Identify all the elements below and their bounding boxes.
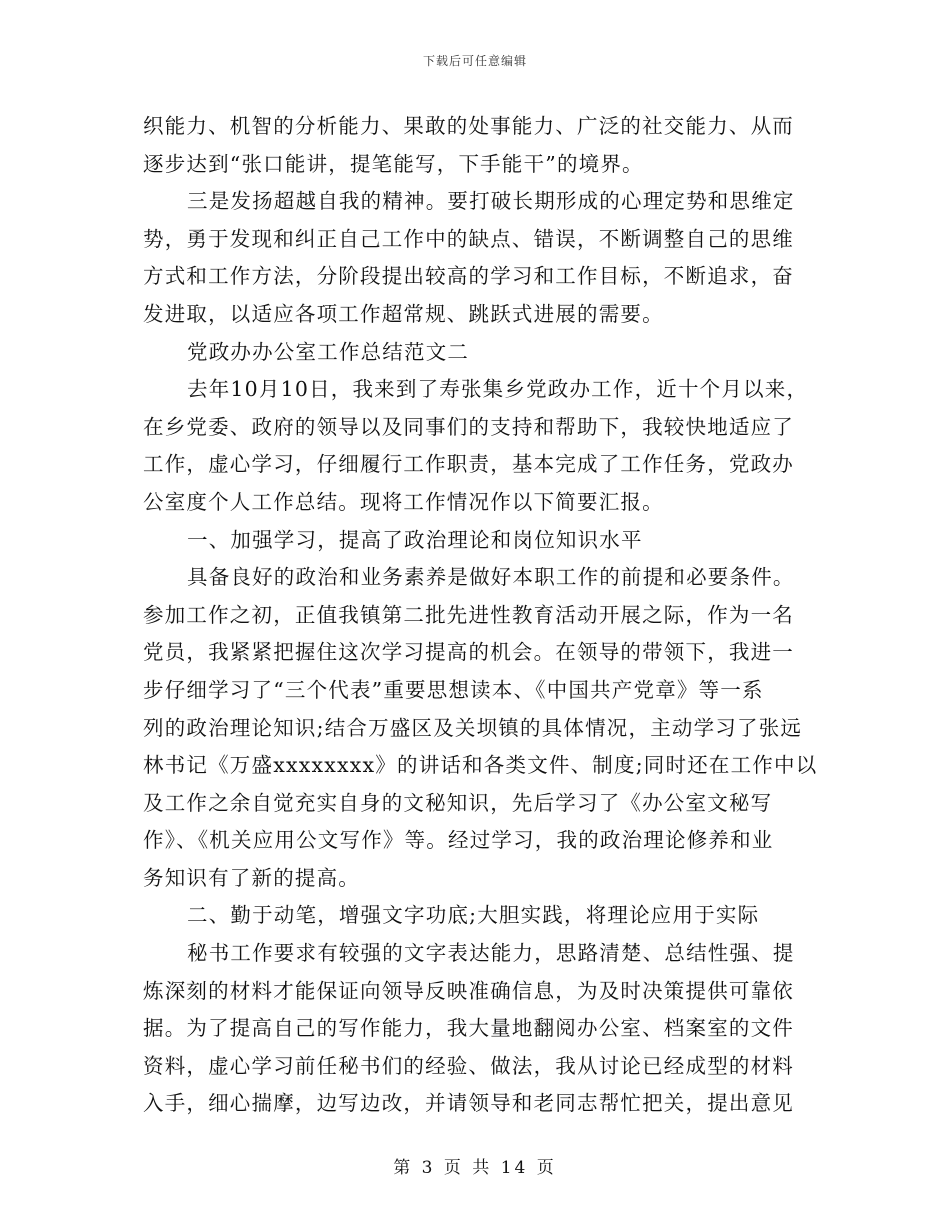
text-line: 入手，细心揣摩，边写边改，并请领导和老同志帮忙把关，提出意见 (143, 1091, 794, 1116)
section-heading: 一、加强学习，提高了政治理论和岗位知识水平 (187, 527, 643, 552)
text-line: 及工作之余自觉充实自身的文秘知识，先后学习了《办公室文秘写 (143, 790, 773, 815)
section-title: 党政办办公室工作总结范文二 (187, 339, 470, 364)
text-line: 列的政治理论知识;结合万盛区及关坝镇的具体情况，主动学习了张远 (143, 715, 803, 740)
text-line: 作》、《机关应用公文写作》等。经过学习，我的政治理论修养和业 (143, 828, 774, 853)
header-note: 下载后可任意编辑 (422, 54, 527, 68)
text-line: 织能力、机智的分析能力、果敢的处事能力、广泛的社交能力、从而 (143, 114, 794, 138)
section-heading: 二、勤于动笔，增强文字功底;大胆实践，将理论应用于实际 (187, 903, 760, 928)
text-line: 工作，虚心学习，仔细履行工作职责，基本完成了工作任务，党政办 (143, 452, 794, 477)
document-body (143, 108, 818, 1123)
text-line: 资料，虚心学习前任秘书们的经验、做法，我从讨论已经成型的材料 (143, 1053, 794, 1078)
text-line: 势，勇于发现和纠正自己工作中的缺点、错误，不断调整自己的思维 (143, 226, 794, 251)
text-line: 务知识有了新的提高。 (143, 865, 360, 890)
page-number: 第 3 页 共 14 页 (393, 1158, 557, 1178)
paragraph-start: 去年10月10日，我来到了寿张集乡党政办工作，近十个月以来， (187, 377, 809, 402)
text-line: 在乡党委、政府的领导以及同事们的支持和帮助下，我较快地适应了 (143, 414, 794, 439)
text-line: 方式和工作方法，分阶段提出较高的学习和工作目标，不断追求，奋 (143, 264, 794, 289)
paragraph-start: 秘书工作要求有较强的文字表达能力，思路清楚、总结性强、提 (187, 941, 795, 966)
text-line: 步仔细学习了“三个代表”重要思想读本、《中国共产党章》等一系 (143, 677, 764, 702)
paragraph-start: 具备良好的政治和业务素养是做好本职工作的前提和必要条件。 (187, 565, 795, 590)
text-line: 逐步达到“张口能讲，提笔能写，下手能干”的境界。 (143, 151, 644, 176)
text-line: 公室度个人工作总结。现将工作情况作以下简要汇报。 (143, 489, 664, 514)
text-line: 炼深刻的材料才能保证向领导反映准确信息，为及时决策提供可靠依 (143, 978, 794, 1003)
text-line: 发进取，以适应各项工作超常规、跳跃式进展的需要。 (143, 301, 664, 326)
text-line: 据。为了提高自己的写作能力，我大量地翻阅办公室、档案室的文件 (143, 1016, 794, 1041)
text-line: 党员，我紧紧把握住这次学习提高的机会。在领导的带领下，我进一 (143, 640, 794, 665)
paragraph-start: 三是发扬超越自我的精神。要打破长期形成的心理定势和思维定 (187, 189, 795, 214)
text-line: 参加工作之初，正值我镇第二批先进性教育活动开展之际，作为一名 (143, 602, 794, 627)
text-line: 林书记《万盛xxxxxxxx》的讲话和各类文件、制度;同时还在工作中以 (143, 753, 818, 778)
